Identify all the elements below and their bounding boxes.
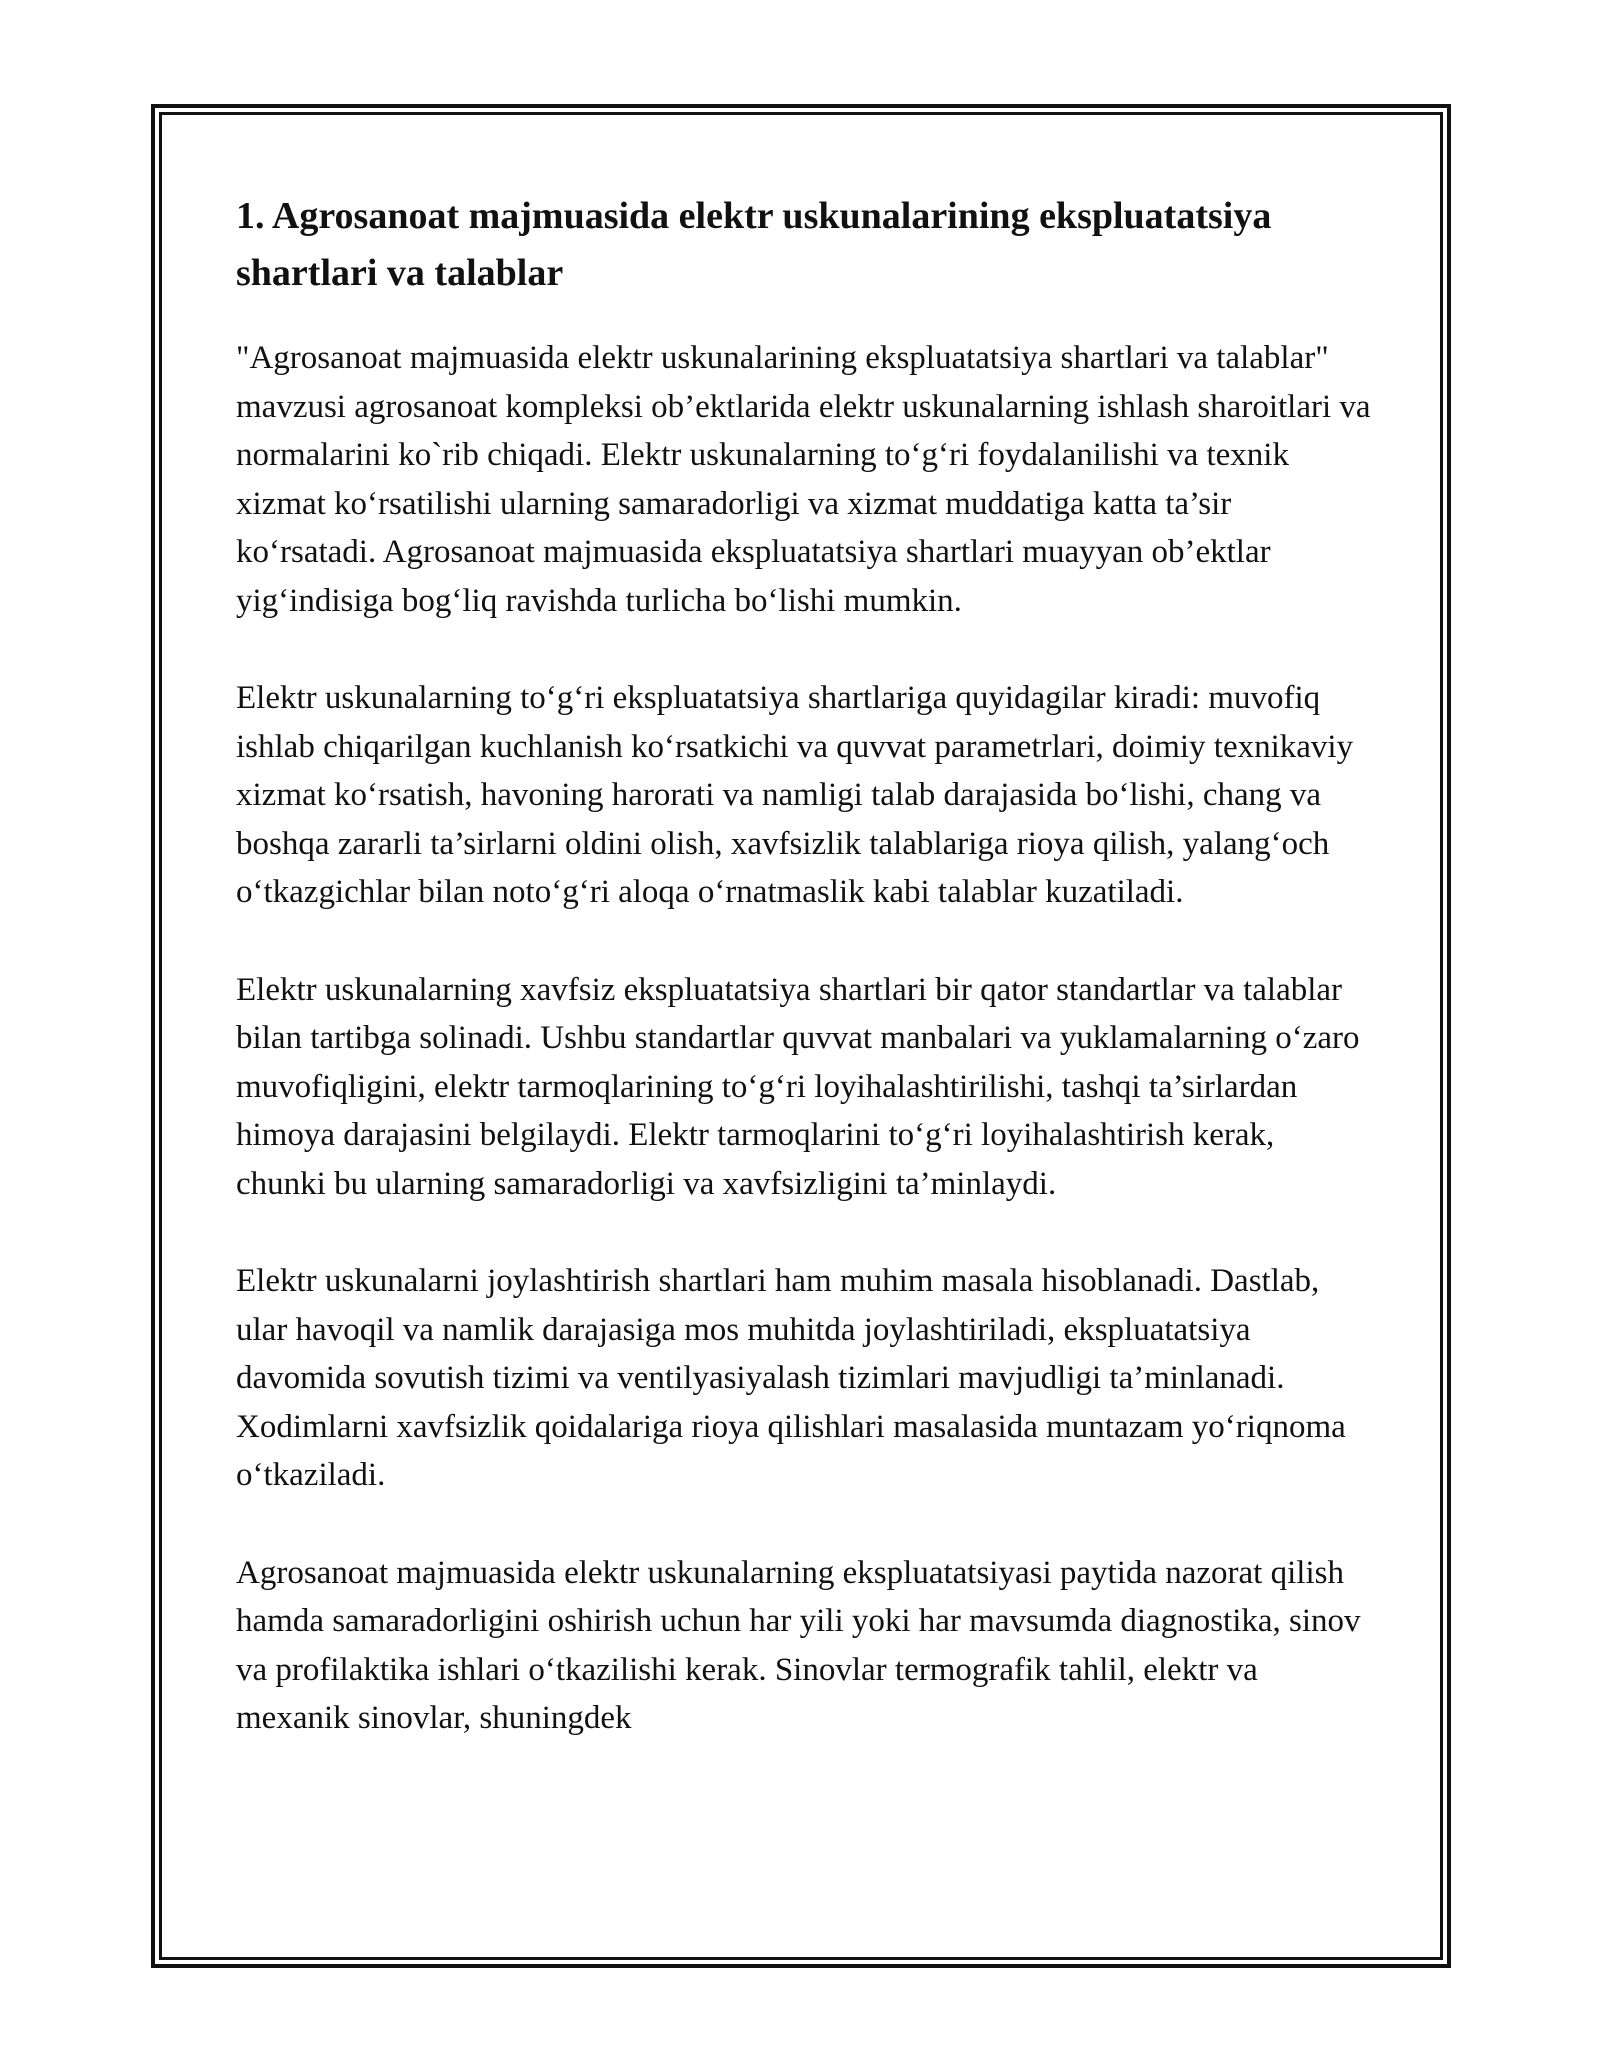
paragraph-4: Elektr uskunalarni joylashtirish shartlari ham muhim masala hisoblanadi. Dastlab, ular havoqil va namlik darajasiga mos muhitda joylashtiriladi, ekspluatatsiya davomida sovutish tizimi va ventilyasiyalash tizimlari mavjudligi ta’minlanadi. Xodimlarni xavfsizlik qoidalariga rioya qilishlari masalasida muntazam yo‘riqnoma o‘tkaziladi.: [236, 1263, 1346, 1493]
document-title: 1. Agrosanoat majmuasida elektr uskunalarining ekspluatatsiya shartlari va talablar: [236, 195, 1272, 294]
paragraph-3: Elektr uskunalarning xavfsiz ekspluatatsiya shartlari bir qator standartlar va talablar bilan tartibga solinadi. Ushbu standartlar quvvat manbalari va yuklamalarning o‘zaro muvofiqligini, elektr tarmoqlarining to‘g‘ri loyihalashtirilishi, tashqi ta’sirlardan himoya darajasini belgilaydi. Elektr tarmoqlarini to‘g‘ri loyihalashtirish kerak, chunki bu ularning samaradorligi va xavfsizligini ta’minlaydi.: [236, 971, 1360, 1202]
paragraph-2: Elektr uskunalarning to‘g‘ri ekspluatatsiya shartlariga quyidagilar kiradi: muvofiq ishlab chiqarilgan kuchlanish ko‘rsatkichi va quvvat parametrlari, doimiy texnikaviy xizmat ko‘rsatish, havoning harorati va namligi talab darajasida bo‘lishi, chang va boshqa zararli ta’sirlarni oldini olish, xavfsizlik talablariga rioya qilish, yalang‘och o‘tkazgichlar bilan noto‘g‘ri aloqa o‘rnatmaslik kabi talablar kuzatiladi.: [236, 680, 1354, 910]
document-body: [236, 188, 1371, 1792]
paragraph-5: Agrosanoat majmuasida elektr uskunalarning ekspluatatsiyasi paytida nazorat qilish hamda samaradorligini oshirish uchun har yili yoki har mavsumda diagnostika, sinov va profilaktika ishlari o‘tkazilishi kerak. Sinovlar termografik tahlil, elektr va mexanik sinovlar, shuningdek: [236, 1554, 1361, 1736]
paragraph-1: "Agrosanoat majmuasida elektr uskunalarining ekspluatatsiya shartlari va talablar" mavzusi agrosanoat kompleksi ob’ektlarida elektr uskunalarning ishlash sharoitlari va normalarini ko`rib chiqadi. Elektr uskunalarning to‘g‘ri foydalanilishi va texnik xizmat ko‘rsatilishi ularning samaradorligi va xizmat muddatiga katta ta’sir ko‘rsatadi. Agrosanoat majmuasida ekspluatatsiya shartlari muayyan ob’ektlar yig‘indisiga bog‘liq ravishda turlicha bo‘lishi mumkin.: [236, 340, 1371, 619]
